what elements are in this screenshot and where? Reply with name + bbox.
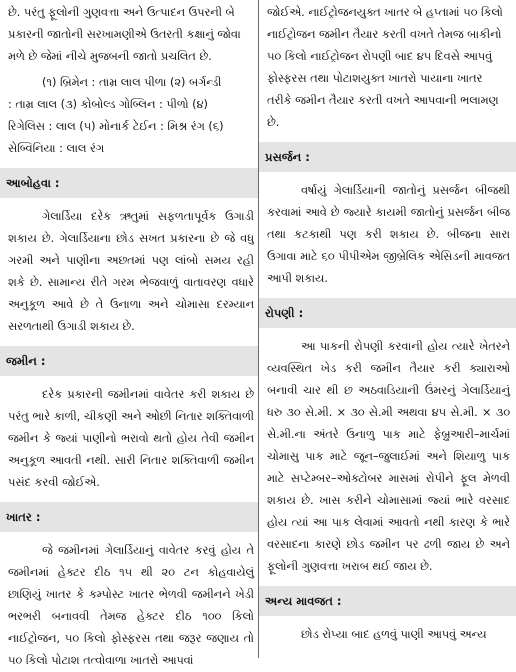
- text-line: ફોસ્ફરસ તથા પોટાશયુક્ત ખાતરો પાયાના ખાતર: [267, 72, 483, 85]
- section-heading-climate: આબોહવા :: [0, 168, 258, 198]
- propagation-paragraph: વર્ષાયું ગેલાર્ડિયાની જાતોનું પ્રસર્જન બીજથી કરવામાં આવે છે જ્યારે કાયમી જાતોનું પ્રસર્જન બીજ તથા કટકાથી પણ કરી શકાય છે. બીજના સારા ઉગાવા માટે ૬૦ પીપીએમ જીબ્રેલિક એસિડની માવજત આપી શકાય.: [267, 184, 510, 285]
- section-heading-soil: જમીન :: [0, 346, 258, 376]
- left-column: [0, 0, 258, 667]
- intro-paragraph: [267, 2, 510, 134]
- planting-paragraph: આ પાકની રોપણી કરવાની હોય ત્યારે ખેતરને વ્યવસ્થિત ખેડ કરી જમીન તૈયાર કરી ક્યારાઓ બનાવી ચાર થી છ અઠવાડિયાની ઉંમરનું ગેલાર્ડિયાનું ધરુ ૩૦ સે.મી. × ૩૦ સે.મી અથવા ૪૫ સે.મી. × ૩૦ સે.મી.ના અંતરે ઉનાળુ પાક માટે ફેબ્રુઆરી–માર્ચમાં ચોમાસુ પાક માટે જૂન–જુલાઈમાં અને શિયાળુ પાક માટે સપ્ટેમ્બર–ઓક્ટોબર માસમાં રોપીને ફૂલ મેળવી શકાય છે. ખાસ કરીને ચોમાસામાં જ્યાં ભારે વરસાદ હોય ત્યાં આ પાક લેવામાં આવતો નથી કારણ કે ભારે વરસાદના કારણે છોડ જમીન પર ઢળી જાય છે અને ફૂલોની ગુણવત્તા ખરાબ થઈ જાય છે.: [267, 340, 510, 573]
- right-column: [259, 0, 516, 658]
- text-line: નાઈટ્રોજન જમીન તૈયાર કરતી વખતે તેમજ બાકીનો: [267, 28, 502, 41]
- text-line: તરીકે જમીન તૈયાર કરતી વખતે આપવાની ભલામણ: [267, 94, 499, 107]
- section-heading-propagation: પ્રસર્જન :: [259, 142, 516, 172]
- variety-line: રિગેલિસ : લાલ (૫) મોનાર્ક ટેઈન : મિશ્ર રંગ (૬): [8, 120, 224, 133]
- section-heading-manure: ખાતર :: [0, 502, 258, 532]
- other-care-paragraph: છોડ રોપ્યા બાદ હળવું પાણી આપવું અન્ય: [301, 628, 487, 641]
- text-line: ૫૦ કિલો નાઈટ્રોજન રોપણી બાદ ૪૫ દિવસે આપવું: [267, 50, 493, 63]
- text-line: છે. પરંતુ ફૂલોની ગુણવત્તા અને ઉત્પાદન ઉપરની બે: [8, 6, 235, 19]
- climate-paragraph: ગેલાર્ડિયા દરેક ઋતુમાં સફળતાપૂર્વક ઉગાડી શકાય છે. ગેલાર્ડિયાના છોડ સખત પ્રકારના છે જે વધુ ગરમી અને પાણીના અછતમાં પણ લાંબો સમય રહી શકે છે. સામાન્ય રીતે ગરમ ભેજવાળું વાતાવરણ વધારે અનુકૂળ આવે છે તે ઉનાળા અને ચોમાસા દરમ્યાન સરળતાથી ઉગાડી શકાય છે.: [8, 210, 254, 333]
- section-heading-other-care: અન્ય માવજત :: [259, 586, 516, 616]
- manure-paragraph: જે જમીનમાં ગેલાર્ડિયાનું વાવેતર કરવું હોય તે જમીનમાં હેક્ટર દીઠ ૧૫ થી ૨૦ ટન કોહવાયેલું છાણિયું ખાતર કે કમ્પોસ્ટ ખાતર ભેળવી જમીનને ખેડી ભરભરી બનાવવી તેમજ હેક્ટર દીઠ ૧૦૦ કિલો નાઈટ્રોજન, ૫૦ કિલો ફોસ્ફરસ તથા જરૂર જણાય તો ૫૦ કિલો પોટાશ તત્વોવાળા ખાતરો આપવાં: [8, 544, 254, 667]
- text-line: જોઈએ. નાઈટ્રોજનયુક્ત ખાતર બે હપ્તામાં ૫૦ કિલો: [267, 6, 503, 19]
- variety-line: (૧) બ્રિમેન : તામ્ર લાલ પીળા (૨) બર્ગન્ડી: [42, 76, 222, 89]
- text-line: મળે છે જેમાં નીચે મુજબની જાતો પ્રચલિત છે.: [8, 50, 212, 63]
- variety-line: : તામ્ર લાલ (૩) કોબોલ્ડ ગોબ્લિન : પીળો (૪): [8, 98, 208, 111]
- variety-line: સેબ્વિનિયા : લાલ રંગ: [8, 142, 105, 155]
- soil-paragraph: દરેક પ્રકારની જમીનમાં વાવેતર કરી શકાય છે પરંતુ ભારે કાળી, ચીકણી અને ઓછી નિતાર શક્તિવાળી જમીન કે જ્યાં પાણીનો ભરાવો થતો હોય તેવી જમીન અનુકૂળ આવતી નથી. સારી નિતાર શક્તિવાળી જમીન પસંદ કરવી જોઈએ.: [8, 388, 254, 489]
- varieties-list: [8, 72, 254, 160]
- section-heading-planting: રોપણી :: [259, 298, 516, 328]
- text-line: છે.: [267, 116, 280, 129]
- intro-paragraph: [8, 2, 254, 68]
- text-line: પ્રકારની જાતોની સરખામણીએ ઉતરતી કક્ષાનું જોવા: [8, 28, 241, 41]
